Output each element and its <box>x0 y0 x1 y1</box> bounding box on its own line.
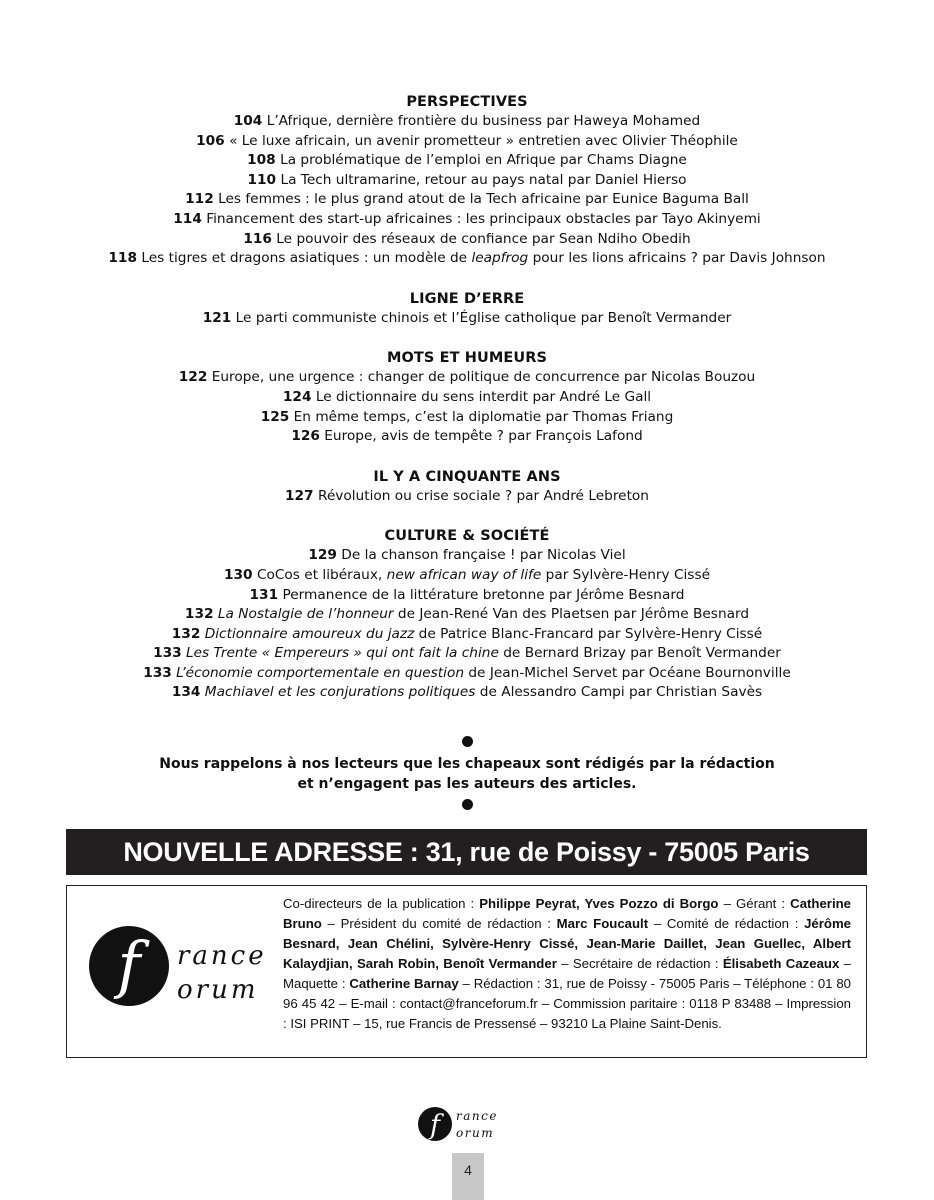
page-ref: 132 <box>184 606 214 623</box>
toc-entry <box>0 683 934 703</box>
page-ref: 104 <box>233 113 263 129</box>
entry-text-after: de Alessandro Campi par Christian Savès <box>475 684 763 701</box>
entry-text-after: de Jean-René Van des Plaetsen par Jérôme Besnard <box>393 606 750 623</box>
toc-entry <box>0 605 934 625</box>
page-ref: 133 <box>153 645 182 662</box>
page-ref: 124 <box>282 388 312 405</box>
credit-text: – Gérant : <box>718 896 791 911</box>
logo-word-rance: rance <box>177 941 267 971</box>
toc-section <box>0 92 934 269</box>
page-ref: 118 <box>108 250 137 267</box>
toc-entry <box>0 249 934 269</box>
entry-text: Les tigres et dragons asiatiques : un modèle de <box>141 250 472 267</box>
page-ref: 106 <box>196 132 225 149</box>
france-forum-logo <box>89 926 289 1006</box>
toc-entry <box>0 644 934 664</box>
page-ref: 114 <box>173 210 202 227</box>
toc-entry <box>0 190 934 210</box>
credit-text: Co-directeurs de la publication : <box>283 896 480 911</box>
credit-text: – Président du comité de rédaction : <box>321 916 557 931</box>
credit-text: – Rédaction : 31, rue de Poissy - 75005 Paris – Téléphone : 01 80 96 45 42 – E-mail : contact@franceforum.fr – Commission paritaire : 0118 P 83488 – Impression : ISI PRINT – 15, rue Francis de Pressensé – 93210 La Plaine Saint-Denis. <box>283 976 852 1031</box>
publication-credits <box>283 894 851 1034</box>
entry-title-italic: Les Trente « Empereurs » qui ont fait la chine <box>186 645 499 662</box>
page-ref: 132 <box>171 625 201 642</box>
logo-word-orum: orum <box>177 975 259 1005</box>
toc-entry <box>0 408 934 428</box>
entry-text: Europe, une urgence : changer de politique de concurrence par Nicolas Bouzou <box>211 369 756 386</box>
footer-logo <box>418 1104 518 1144</box>
credit-text: – Maquette : <box>283 956 851 991</box>
credit-name: Jérôme Besnard, Jean Chélini, Sylvère-Henry Cissé, Jean-Marie Daillet, Jean Guellec, Albert Kalaydjian, Sarah Robin, Benoît Vermander <box>283 916 852 971</box>
page-ref: 130 <box>224 566 253 583</box>
entry-text: Le dictionnaire du sens interdit par André Le Gall <box>315 388 652 405</box>
entry-text: De la chanson française ! par Nicolas Viel <box>341 547 626 564</box>
credit-name: Catherine Bruno <box>283 896 851 931</box>
page-ref: 121 <box>202 309 232 326</box>
entry-text: « Le luxe africain, un avenir prometteur » entretien avec Olivier Théophile <box>229 132 738 149</box>
toc-entry <box>0 427 934 447</box>
notice-line-1: Nous rappelons à nos lecteurs que les chapeaux sont rédigés par la rédaction <box>159 756 775 772</box>
entry-text: L’Afrique, dernière frontière du business par Haweya Mohamed <box>266 113 701 129</box>
page-ref: 108 <box>247 152 276 169</box>
credit-name: Élisabeth Cazeaux <box>722 956 840 971</box>
entry-text: La Tech ultramarine, retour au pays natal par Daniel Hierso <box>280 171 687 188</box>
new-address-banner: NOUVELLE ADRESSE : 31, rue de Poissy - 75005 Paris <box>66 829 867 875</box>
toc-entry <box>0 546 934 566</box>
entry-title-italic: Dictionnaire amoureux du jazz <box>204 625 415 642</box>
masthead-box <box>66 885 867 1058</box>
toc-section <box>0 526 934 703</box>
entry-title-italic: leapfrog <box>471 250 529 267</box>
page-ref: 127 <box>285 487 314 504</box>
table-of-contents <box>0 92 934 723</box>
credit-name: Philippe Peyrat, Yves Pozzo di Borgo <box>479 896 719 911</box>
toc-entry <box>0 230 934 250</box>
entry-text: En même temps, c’est la diplomatie par Thomas Friang <box>293 408 674 425</box>
page-ref: 129 <box>308 547 337 564</box>
toc-section <box>0 467 934 507</box>
toc-entry <box>0 566 934 586</box>
toc-entry <box>0 388 934 408</box>
toc-entry <box>0 625 934 645</box>
toc-entry <box>0 112 934 132</box>
bullet-dot-top <box>462 736 473 747</box>
notice-text <box>0 754 934 794</box>
entry-text: Révolution ou crise sociale ? par André Lebreton <box>317 487 649 504</box>
credit-text: – Comité de rédaction : <box>648 916 805 931</box>
toc-entry <box>0 132 934 152</box>
page-number: 4 <box>452 1153 484 1200</box>
entry-text: Le parti communiste chinois et l’Église catholique par Benoît Vermander <box>235 309 732 326</box>
entry-text: Europe, avis de tempête ? par François Lafond <box>324 428 643 445</box>
toc-entry <box>0 368 934 388</box>
page-ref: 110 <box>247 171 277 188</box>
bullet-dot-bottom <box>462 799 473 810</box>
entry-text: Financement des start-up africaines : les principaux obstacles par Tayo Akinyemi <box>206 210 761 227</box>
section-title: LIGNE D’ERRE <box>409 290 525 307</box>
section-title: MOTS ET HUMEURS <box>386 350 548 367</box>
toc-entry <box>0 309 934 329</box>
section-title: PERSPECTIVES <box>406 94 528 110</box>
toc-entry <box>0 487 934 507</box>
toc-section <box>0 289 934 329</box>
entry-title-italic: La Nostalgie de l’honneur <box>217 606 394 623</box>
entry-text-after: pour les lions africains ? par Davis Johnson <box>528 250 826 267</box>
notice-line-2: et n’engagent pas les auteurs des articles. <box>297 776 637 792</box>
page-ref: 116 <box>243 230 272 247</box>
page-ref: 133 <box>143 664 172 681</box>
entry-text-after: de Jean-Michel Servet par Océane Bournonville <box>464 664 791 681</box>
logo-letter-f: f <box>117 928 141 1001</box>
editorial-notice <box>0 736 934 810</box>
toc-entry <box>0 151 934 171</box>
toc-entry <box>0 171 934 191</box>
toc-entry <box>0 664 934 684</box>
toc-section <box>0 348 934 446</box>
page-ref: 112 <box>185 191 214 208</box>
entry-text-after: par Sylvère-Henry Cissé <box>541 566 710 583</box>
page-ref: 126 <box>291 428 320 445</box>
page-ref: 122 <box>178 369 208 386</box>
page-ref: 131 <box>249 586 279 603</box>
entry-title-italic: L’économie comportementale en question <box>176 664 465 681</box>
entry-title-italic: Machiavel et les conjurations politiques <box>204 684 476 701</box>
footer-logo-word-rance: rance <box>456 1109 498 1123</box>
section-title: IL Y A CINQUANTE ANS <box>373 468 561 485</box>
entry-text: Permanence de la littérature bretonne par Jérôme Besnard <box>282 586 685 603</box>
page-ref: 125 <box>260 408 290 425</box>
entry-text: Le pouvoir des réseaux de confiance par Sean Ndiho Obedih <box>276 230 691 247</box>
entry-text: CoCos et libéraux, <box>256 566 387 583</box>
footer-logo-word-orum: orum <box>456 1126 495 1140</box>
entry-text-after: de Patrice Blanc-Francard par Sylvère-Henry Cissé <box>414 625 763 642</box>
credit-name: Catherine Barnay <box>349 976 459 991</box>
entry-title-italic: new african way of life <box>386 566 542 583</box>
entry-text: Les femmes : le plus grand atout de la Tech africaine par Eunice Baguma Ball <box>218 191 749 208</box>
toc-entry <box>0 210 934 230</box>
toc-entry <box>0 586 934 606</box>
entry-text: La problématique de l’emploi en Afrique par Chams Diagne <box>280 152 687 169</box>
footer-logo-letter-f: f <box>430 1110 440 1141</box>
page-ref: 134 <box>171 684 201 701</box>
credit-name: Marc Foucault <box>556 916 649 931</box>
credit-text: – Secrétaire de rédaction : <box>556 956 723 971</box>
section-title: CULTURE & SOCIÉTÉ <box>384 528 550 545</box>
entry-text-after: de Bernard Brizay par Benoît Vermander <box>498 645 781 662</box>
